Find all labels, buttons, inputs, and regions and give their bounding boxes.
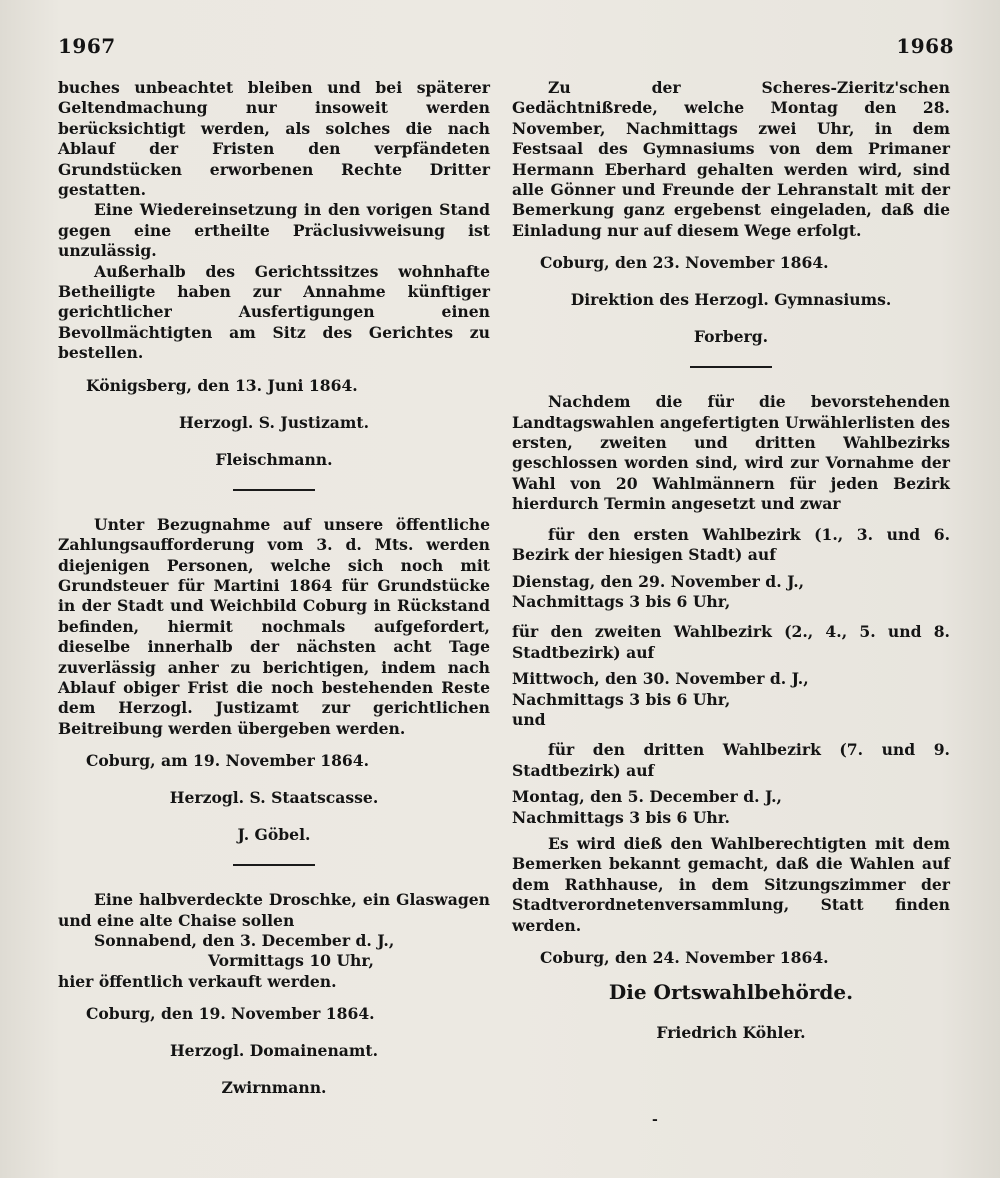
notice-gymnasium-invitation bbox=[512, 78, 950, 346]
section-divider bbox=[233, 864, 315, 866]
notice-paragraph: Eine halbverdeckte Droschke, ein Glaswagen und eine alte Chaise sollen bbox=[58, 890, 490, 930]
notice-paragraph: Zu der Scheres-Zieritz'schen Gedächtnißrede, welche Montag den 28. November, Nachmittags zwei Uhr, in dem Festsaal des Gymnasiums von dem Primaner Hermann Eberhard gehalten werden wird, sind alle Gönner und Freunde der Lehranstalt mit der Bemerkung ganz ergebenst eingeladen, daß die Einladung nur auf diesem Wege erfolgt. bbox=[512, 78, 950, 240]
notice-paragraph: hier öffentlich verkauft werden. bbox=[58, 971, 337, 991]
issuing-office: Herzogl. S. Staatscasse. bbox=[169, 788, 379, 808]
signature: Friedrich Köhler. bbox=[656, 1022, 806, 1042]
signature: Zwirnmann. bbox=[221, 1078, 327, 1098]
section-divider bbox=[233, 489, 315, 491]
issuing-office: Herzogl. S. Justizamt. bbox=[178, 412, 370, 432]
place-date: Königsberg, den 13. Juni 1864. bbox=[86, 375, 358, 395]
place-date: Coburg, am 19. November 1864. bbox=[86, 751, 370, 771]
issuing-office: Herzogl. Domainenamt. bbox=[169, 1041, 379, 1061]
notice-paragraph: Nachdem die für die bevorstehenden Landtagswahlen angefertigten Urwählerlisten des ersten, zweiten und dritten Wahlbezirks geschlossen worden sind, wird zur Vornahme der Wahl von 20 Wahlmännern für jeden Bezirk hierdurch Termin angesetzt und zwar bbox=[512, 392, 950, 514]
section-divider bbox=[690, 366, 772, 368]
district-heading: für den dritten Wahlbezirk (7. und 9. Stadtbezirk) auf bbox=[512, 740, 950, 780]
notice-election bbox=[512, 392, 950, 1043]
election-date: Mittwoch, den 30. November d. J., bbox=[512, 669, 809, 689]
notice-paragraph: Es wird dieß den Wahlberechtigten mit dem Bemerken bekannt gemacht, daß die Wahlen auf dem Rathhause, in dem Sitzungszimmer der Stadtverordnetenversammlung, Statt finden werden. bbox=[512, 833, 950, 935]
notice-tax-reminder bbox=[58, 515, 490, 844]
district-heading: für den ersten Wahlbezirk (1., 3. und 6. Bezirk der hiesigen Stadt) auf bbox=[512, 524, 950, 565]
auction-date: Sonnabend, den 3. December d. J., bbox=[94, 930, 395, 950]
left-column bbox=[58, 78, 490, 1097]
notice-paragraph: buches unbeachtet bleiben und bei späterer Geltendmachung nur insoweit werden berücksichtigt werden, als solches die nach Ablauf der Fristen den verpfändeten Grundstücken erworbenen Rechte Dritter gestatten. bbox=[58, 78, 490, 200]
district-heading: für den zweiten Wahlbezirk (2., 4., 5. und 8. Stadtbezirk) auf bbox=[512, 622, 950, 662]
printer-mark: - bbox=[652, 1112, 658, 1128]
page-number-right: 1968 bbox=[896, 34, 954, 58]
notice-paragraph: Außerhalb des Gerichtssitzes wohnhafte Betheiligte haben zur Annahme künftiger gerichtlicher Ausfertigungen einen Bevollmächtigten am Sitz des Gerichtes zu bestellen. bbox=[58, 261, 490, 363]
right-column bbox=[512, 78, 950, 1043]
election-time: Nachmittags 3 bis 6 Uhr, bbox=[512, 689, 731, 709]
notice-court-preclusion bbox=[58, 78, 490, 469]
election-date: Montag, den 5. December d. J., bbox=[512, 787, 782, 807]
notice-paragraph: Unter Bezugnahme auf unsere öffentliche Zahlungsaufforderung vom 3. d. Mts. werden diejenigen Personen, welche sich noch mit Grundsteuer für Martini 1864 für Grundstücke in der Stadt und Weichbild Coburg in Rückstand befinden, hiermit nochmals aufgefordert, dieselbe innerhalb der nächsten acht Tage zuverlässig anher zu berichtigen, indem nach Ablauf obiger Frist die noch bestehenden Reste dem Herzogl. Justizamt zur gerichtlichen Beitreibung werden übergeben werden. bbox=[58, 514, 490, 738]
place-date: Coburg, den 23. November 1864. bbox=[540, 253, 829, 273]
election-time: Nachmittags 3 bis 6 Uhr, bbox=[512, 591, 731, 611]
auction-time: Vormittags 10 Uhr, bbox=[208, 951, 374, 971]
place-date: Coburg, den 19. November 1864. bbox=[86, 1004, 375, 1024]
place-date: Coburg, den 24. November 1864. bbox=[540, 948, 829, 967]
signature: Forberg. bbox=[693, 327, 769, 347]
election-date: Dienstag, den 29. November d. J., bbox=[512, 571, 805, 591]
signature: Fleischmann. bbox=[215, 449, 333, 469]
page-number-left: 1967 bbox=[58, 34, 116, 58]
signature: J. Göbel. bbox=[237, 825, 311, 845]
issuing-office: Direktion des Herzogl. Gymnasiums. bbox=[570, 290, 892, 310]
notice-paragraph: Eine Wiedereinsetzung in den vorigen Stand gegen eine ertheilte Präclusivweisung ist unzulässig. bbox=[58, 200, 490, 261]
notice-carriage-auction bbox=[58, 890, 490, 1097]
issuing-office: Die Ortswahlbehörde. bbox=[608, 980, 854, 1005]
connector-word: und bbox=[512, 709, 546, 729]
election-time: Nachmittags 3 bis 6 Uhr. bbox=[512, 807, 730, 827]
